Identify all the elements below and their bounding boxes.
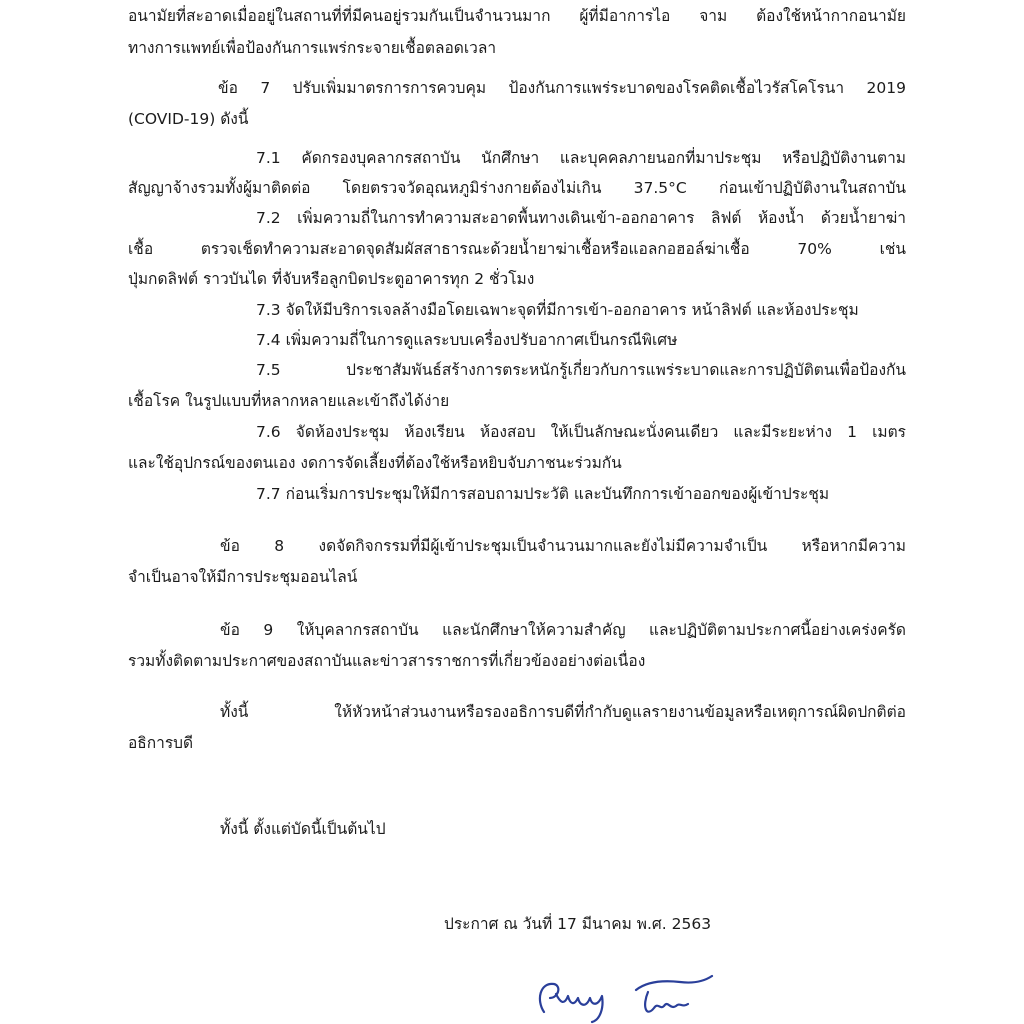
clause-9-line-2: รวมทั้งติดตามประกาศของสถาบันและข่าวสารราชการที่เกี่ยวข้องอย่างต่อเนื่อง (128, 652, 646, 670)
item-7-6-line-1: 7.6 จัดห้องประชุม ห้องเรียน ห้องสอบ ให้เป็นลักษณะนั่งคนเดียว และมีระยะห่าง 1 เมตร (256, 423, 906, 441)
announcement-date: ประกาศ ณ วันที่ 17 มีนาคม พ.ศ. 2563 (444, 915, 712, 933)
clause-8-line-2: จำเป็นอาจให้มีการประชุมออนไลน์ (128, 568, 358, 586)
item-7-5-line-1: 7.5 ประชาสัมพันธ์สร้างการตระหนักรู้เกี่ยวกับการแพร่ระบาดและการปฏิบัติตนเพื่อป้องกัน (256, 361, 906, 379)
item-7-3-line-1: 7.3 จัดให้มีบริการเจลล้างมือโดยเฉพาะจุดที่มีการเข้า-ออกอาคาร หน้าลิฟต์ และห้องประชุม (256, 301, 859, 319)
intro-line-2: ทางการแพทย์เพื่อป้องกันการแพร่กระจายเชื้อตลอดเวลา (128, 39, 497, 57)
report-line-1: ทั้งนี้ ให้หัวหน้าส่วนงานหรือรองอธิการบดีที่กำกับดูแลรายงานข้อมูลหรือเหตุการณ์ผิดปกติต่อ (220, 703, 906, 721)
item-7-6-line-2: และใช้อุปกรณ์ของตนเอง งดการจัดเลี้ยงที่ต้องใช้หรือหยิบจับภาชนะร่วมกัน (128, 454, 622, 472)
effective-statement: ทั้งนี้ ตั้งแต่บัดนี้เป็นต้นไป (220, 820, 386, 838)
item-7-5-line-2: เชื้อโรค ในรูปแบบที่หลากหลายและเข้าถึงได้ง่าย (128, 392, 450, 410)
signature (530, 972, 720, 1024)
clause-7-line-2: (COVID-19) ดังนี้ (128, 110, 249, 128)
item-7-4-line-1: 7.4 เพิ่มความถี่ในการดูแลระบบเครื่องปรับอากาศเป็นกรณีพิเศษ (256, 331, 678, 349)
item-7-7-line-1: 7.7 ก่อนเริ่มการประชุมให้มีการสอบถามประวัติ และบันทึกการเข้าออกของผู้เข้าประชุม (256, 485, 830, 503)
clause-8-line-1: ข้อ 8 งดจัดกิจกรรมที่มีผู้เข้าประชุมเป็นจำนวนมากและยังไม่มีความจำเป็น หรือหากมีความ (220, 537, 906, 555)
item-7-1-line-2: สัญญาจ้างรวมทั้งผู้มาติดต่อ โดยตรวจวัดอุณหภูมิร่างกายต้องไม่เกิน 37.5°C ก่อนเข้าปฏิบัติงานในสถาบัน (128, 179, 906, 197)
item-7-1-line-1: 7.1 คัดกรองบุคลากรสถาบัน นักศึกษา และบุคคลภายนอกที่มาประชุม หรือปฏิบัติงานตาม (256, 149, 906, 167)
clause-7-line-1: ข้อ 7 ปรับเพิ่มมาตรการการควบคุม ป้องกันการแพร่ระบาดของโรคติดเชื้อไวรัสโคโรนา 2019 (218, 79, 906, 97)
clause-9-line-1: ข้อ 9 ให้บุคลากรสถาบัน และนักศึกษาให้ความสำคัญ และปฏิบัติตามประกาศนี้อย่างเคร่งครัด (220, 621, 906, 639)
item-7-2-line-2: เชื้อ ตรวจเช็ดทำความสะอาดจุดสัมผัสสาธารณะด้วยน้ำยาฆ่าเชื้อหรือแอลกอฮอล์ฆ่าเชื้อ 70% เช่น (128, 240, 906, 258)
item-7-2-line-1: 7.2 เพิ่มความถี่ในการทำความสะอาดพื้นทางเดินเข้า-ออกอาคาร ลิฟต์ ห้องน้ำ ด้วยน้ำยาฆ่า (256, 209, 906, 227)
report-line-2: อธิการบดี (128, 734, 194, 752)
intro-line-1: อนามัยที่สะอาดเมื่ออยู่ในสถานที่ที่มีคนอยู่รวมกันเป็นจำนวนมาก ผู้ที่มีอาการไอ จาม ต้องใช้หน้ากากอนามัย (128, 7, 906, 25)
item-7-2-line-3: ปุ่มกดลิฟต์ ราวบันได ที่จับหรือลูกบิดประตูอาคารทุก 2 ชั่วโมง (128, 270, 535, 288)
